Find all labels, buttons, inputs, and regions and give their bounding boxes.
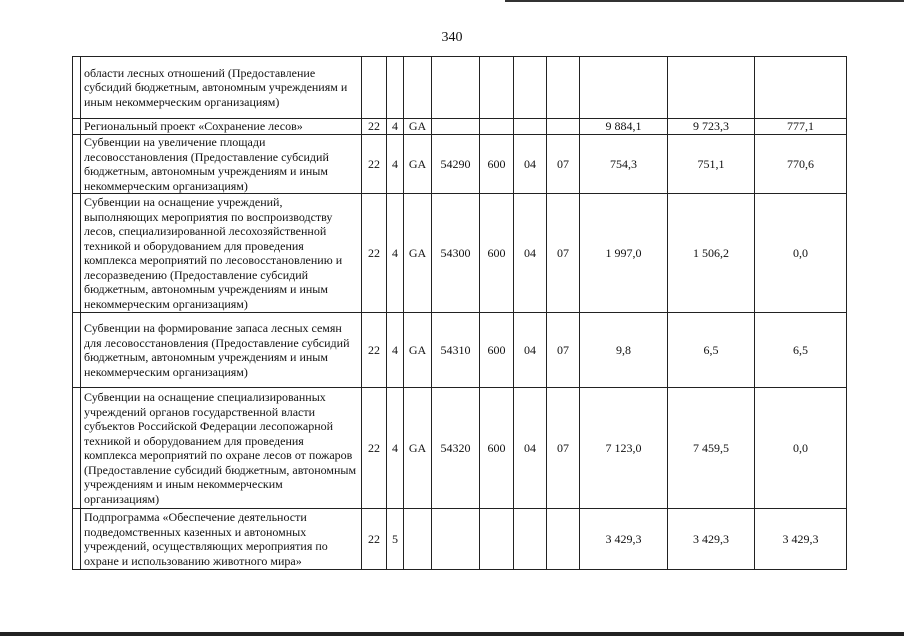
code-cell xyxy=(362,57,387,119)
row-stub xyxy=(73,509,81,570)
code-cell: 07 xyxy=(547,313,580,388)
code-cell: GA xyxy=(404,194,432,313)
code-cell: 22 xyxy=(362,119,387,135)
value-cell: 754,3 xyxy=(580,135,668,194)
row-stub xyxy=(73,135,81,194)
value-cell xyxy=(580,57,668,119)
row-name: Региональный проект «Сохранение лесов» xyxy=(81,119,362,135)
table-row xyxy=(73,194,847,313)
code-cell xyxy=(432,509,480,570)
code-cell: GA xyxy=(404,388,432,509)
value-cell: 751,1 xyxy=(668,135,755,194)
page-number: 340 xyxy=(441,30,463,45)
value-cell: 6,5 xyxy=(755,313,847,388)
value-cell: 1 506,2 xyxy=(668,194,755,313)
code-cell: 07 xyxy=(547,388,580,509)
code-cell xyxy=(404,509,432,570)
code-cell: 54310 xyxy=(432,313,480,388)
code-cell xyxy=(480,509,514,570)
code-cell: 22 xyxy=(362,509,387,570)
code-cell: 54300 xyxy=(432,194,480,313)
code-cell xyxy=(432,119,480,135)
value-cell: 7 123,0 xyxy=(580,388,668,509)
code-cell: GA xyxy=(404,119,432,135)
code-cell xyxy=(514,119,547,135)
value-cell: 3 429,3 xyxy=(755,509,847,570)
value-cell: 6,5 xyxy=(668,313,755,388)
code-cell xyxy=(547,119,580,135)
code-cell: 600 xyxy=(480,194,514,313)
value-cell: 770,6 xyxy=(755,135,847,194)
code-cell: 4 xyxy=(387,313,404,388)
table-row xyxy=(73,313,847,388)
row-name: Субвенции на формирование запаса лесных семян для лесовосстановления (Предоставление субсидий бюджетным, автономным учреждениям и иным некоммерческим организациям) xyxy=(81,313,362,388)
code-cell: 07 xyxy=(547,135,580,194)
code-cell xyxy=(547,509,580,570)
code-cell: 600 xyxy=(480,135,514,194)
code-cell: 4 xyxy=(387,135,404,194)
code-cell xyxy=(432,57,480,119)
row-stub xyxy=(73,194,81,313)
code-cell: GA xyxy=(404,313,432,388)
code-cell: 4 xyxy=(387,119,404,135)
value-cell: 0,0 xyxy=(755,388,847,509)
row-stub xyxy=(73,388,81,509)
code-cell: 22 xyxy=(362,135,387,194)
value-cell: 9 723,3 xyxy=(668,119,755,135)
budget-table xyxy=(72,56,847,570)
row-name: Субвенции на оснащение специализированных учреждений органов государственной власти субъектов Российской Федерации лесопожарной техникой и оборудованием для проведения комплекса мероприятий по охране лесов от пожаров (Предоставление субсидий бюджетным, автономным учреждениям и иным некоммерческим организациям) xyxy=(81,388,362,509)
table-row xyxy=(73,509,847,570)
code-cell xyxy=(514,57,547,119)
code-cell: 4 xyxy=(387,194,404,313)
value-cell: 9 884,1 xyxy=(580,119,668,135)
value-cell: 9,8 xyxy=(580,313,668,388)
row-name: области лесных отношений (Предоставление субсидий бюджетным, автономным учреждениям и иным некоммерческим организациям) xyxy=(81,57,362,119)
top-rule xyxy=(505,0,904,2)
code-cell xyxy=(480,57,514,119)
row-stub xyxy=(73,313,81,388)
table-row xyxy=(73,388,847,509)
code-cell xyxy=(480,119,514,135)
code-cell: 600 xyxy=(480,388,514,509)
value-cell: 1 997,0 xyxy=(580,194,668,313)
code-cell: 07 xyxy=(547,194,580,313)
code-cell: 54290 xyxy=(432,135,480,194)
code-cell xyxy=(387,57,404,119)
code-cell: 04 xyxy=(514,135,547,194)
row-name: Субвенции на оснащение учреждений, выполняющих мероприятия по воспроизводству лесов, специализированной лесохозяйственной техникой и оборудованием для проведения комплекса мероприятий по лесовосстановлению и лесоразведению (Предоставление субсидий бюджетным, автономным учреждениям и иным некоммерческим организациям) xyxy=(81,194,362,313)
row-name: Субвенции на увеличение площади лесовосстановления (Предоставление субсидий бюджетным, автономным учреждениям и иным некоммерческим организациям) xyxy=(81,135,362,194)
code-cell xyxy=(547,57,580,119)
code-cell: 4 xyxy=(387,388,404,509)
table-row xyxy=(73,135,847,194)
code-cell: 600 xyxy=(480,313,514,388)
value-cell: 3 429,3 xyxy=(580,509,668,570)
code-cell: 22 xyxy=(362,313,387,388)
code-cell: 22 xyxy=(362,194,387,313)
code-cell xyxy=(404,57,432,119)
row-stub xyxy=(73,57,81,119)
value-cell xyxy=(668,57,755,119)
table-row xyxy=(73,119,847,135)
bottom-rule xyxy=(0,632,904,636)
row-stub xyxy=(73,119,81,135)
code-cell: 04 xyxy=(514,388,547,509)
code-cell: 04 xyxy=(514,313,547,388)
value-cell: 777,1 xyxy=(755,119,847,135)
value-cell: 3 429,3 xyxy=(668,509,755,570)
code-cell: GA xyxy=(404,135,432,194)
code-cell xyxy=(514,509,547,570)
code-cell: 5 xyxy=(387,509,404,570)
table-row xyxy=(73,57,847,119)
value-cell xyxy=(755,57,847,119)
value-cell: 7 459,5 xyxy=(668,388,755,509)
code-cell: 54320 xyxy=(432,388,480,509)
value-cell: 0,0 xyxy=(755,194,847,313)
row-name: Подпрограмма «Обеспечение деятельности подведомственных казенных и автономных учреждений, осуществляющих мероприятия по охране и использованию животного мира» xyxy=(81,509,362,570)
code-cell: 04 xyxy=(514,194,547,313)
code-cell: 22 xyxy=(362,388,387,509)
